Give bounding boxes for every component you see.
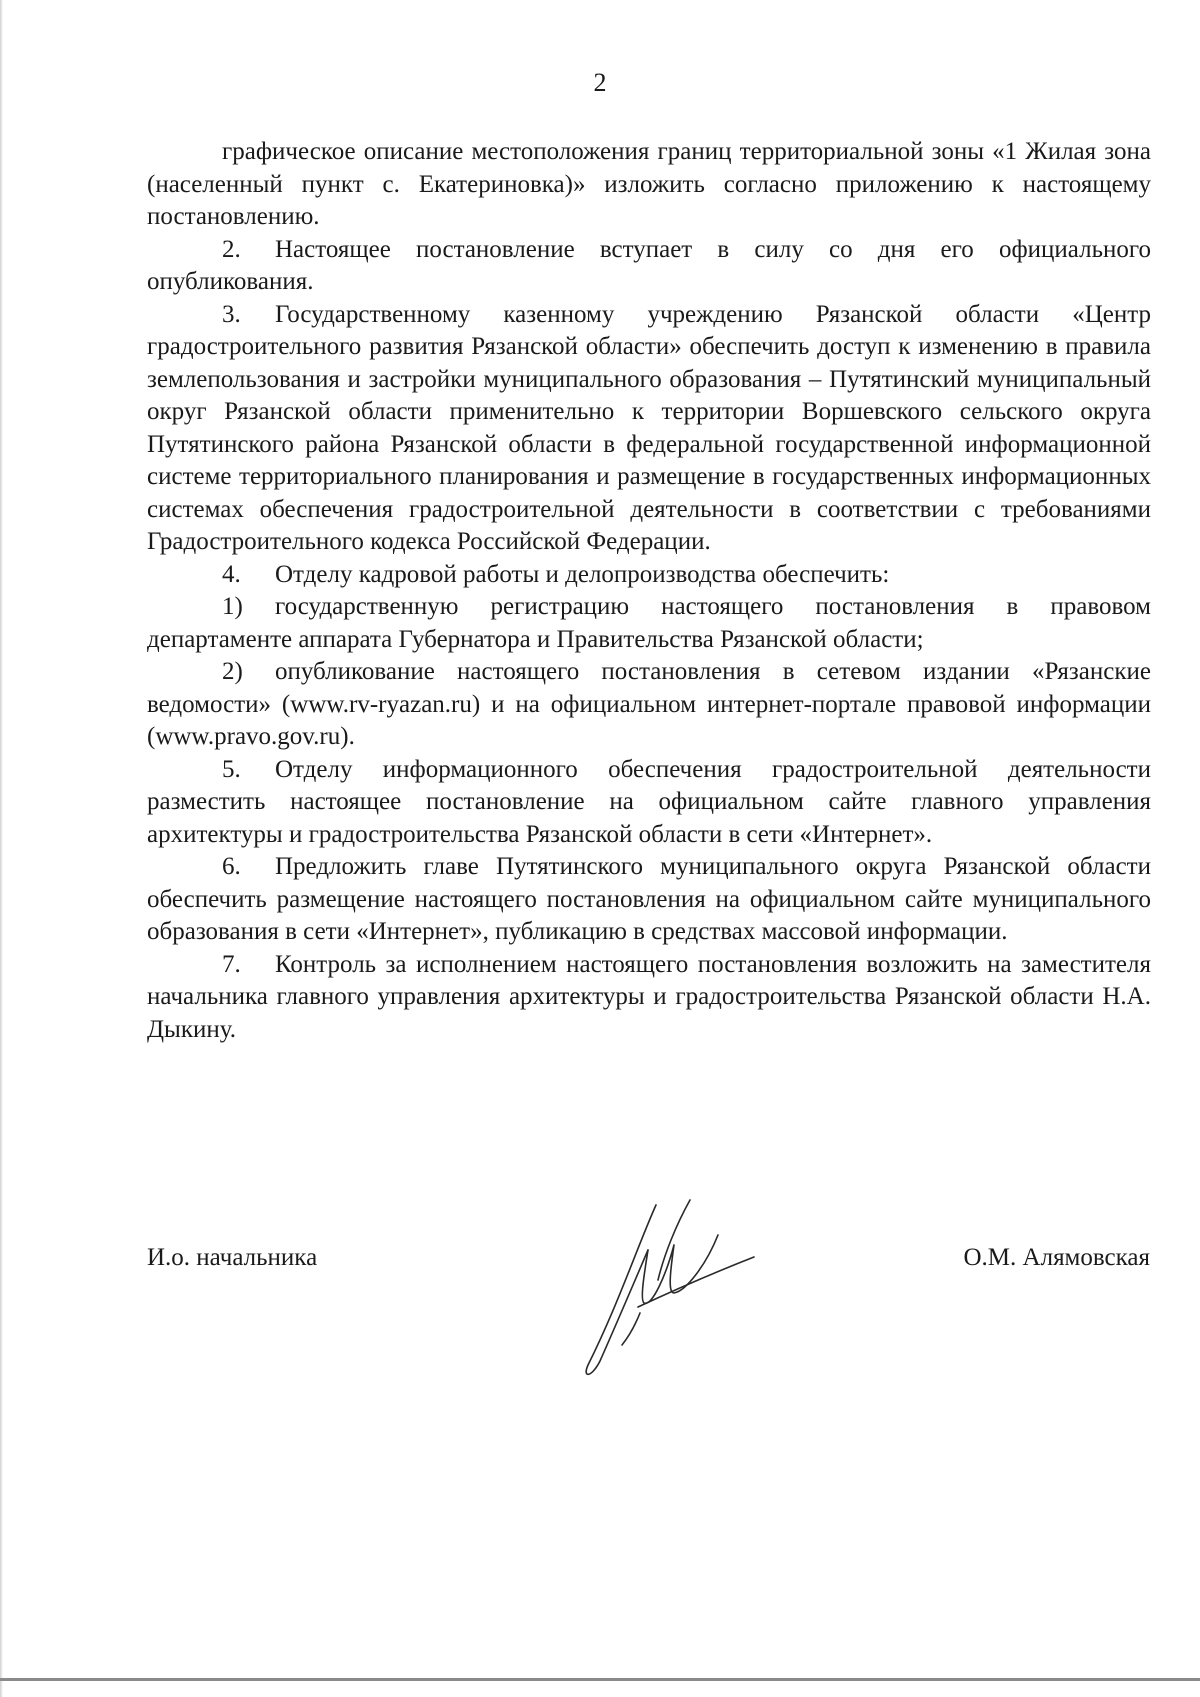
paragraph-7 [147, 949, 1151, 1047]
signatory-name: О.М. Алямовская [963, 1244, 1150, 1271]
paragraph-6 [147, 851, 1151, 949]
paragraph-2 [147, 234, 1151, 299]
paragraph-text: опубликование настоящего постановления в сетевом издании «Рязанские ведомости» (www.rv-ryazan.ru) и на официальном интернет-портале правовой информации (www.pravo.gov.ru). [147, 658, 1151, 750]
subparagraph-4-1 [147, 591, 1151, 656]
paragraph-number: 2) [222, 658, 243, 685]
document-body [147, 136, 1151, 1046]
paragraph-number: 6. [222, 853, 241, 880]
page-number: 2 [593, 68, 607, 97]
paragraph-5 [147, 754, 1151, 852]
scan-left-edge [0, 0, 3, 1697]
paragraph-text: графическое описание местоположения границ территориальной зоны «1 Жилая зона (населенный пункт с. Екатериновка)» изложить согласно приложению к настоящему постановлению. [147, 138, 1151, 230]
paragraph-3 [147, 299, 1151, 559]
paragraph-text: Предложить главе Путятинского муниципального округа Рязанской области обеспечить размещение настоящего постановления на официальном сайте муниципального образования в сети «Интернет», публикацию в средствах массовой информации. [147, 853, 1151, 945]
paragraph-text: государственную регистрацию настоящего постановления в правовом департаменте аппарата Губернатора и Правительства Рязанской области; [147, 593, 1151, 653]
paragraph-number: 7. [222, 950, 241, 978]
paragraph-text: Настоящее постановление вступает в силу со дня его официального опубликования. [147, 235, 1151, 295]
paragraph-number: 2. [222, 235, 241, 263]
paragraph-4 [147, 559, 1151, 592]
signatory-position: И.о. начальника [147, 1244, 318, 1271]
paragraph-number: 5. [222, 755, 241, 783]
scan-bottom-edge [0, 1678, 1200, 1681]
paragraph-text: Отделу кадровой работы и делопроизводства обеспечить: [275, 560, 890, 588]
paragraph-text: Отделу информационного обеспечения градостроительной деятельности разместить настоящее постановление на официальном сайте главного управления архитектуры и градостроительства Рязанской области в сети «Интернет». [147, 755, 1151, 848]
paragraph-text: Государственному казенному учреждению Рязанской области «Центр градостроительного развития Рязанской области» обеспечить доступ к изменению в правила землепользования и застройки муниципального образования – Путятинский муниципальный округ Рязанской области применительно к территории Воршевского сельского округа Путятинского района Рязанской области в федеральной государственной информационной системе территориального планирования и размещение в государственных информационных системах обеспечения градостроительной деятельности в соответствии с требованиями Градостроительного кодекса Российской Федерации. [147, 300, 1151, 555]
handwritten-signature-icon [578, 1195, 758, 1385]
paragraph-number: 4. [222, 560, 241, 588]
paragraph-1-continuation [147, 136, 1151, 234]
paragraph-number: 3. [222, 300, 241, 328]
paragraph-number: 1) [222, 593, 243, 620]
paragraph-text: Контроль за исполнением настоящего постановления возложить на заместителя начальника главного управления архитектуры и градостроительства Рязанской области Н.А. Дыкину. [147, 950, 1151, 1043]
subparagraph-4-2 [147, 656, 1151, 754]
